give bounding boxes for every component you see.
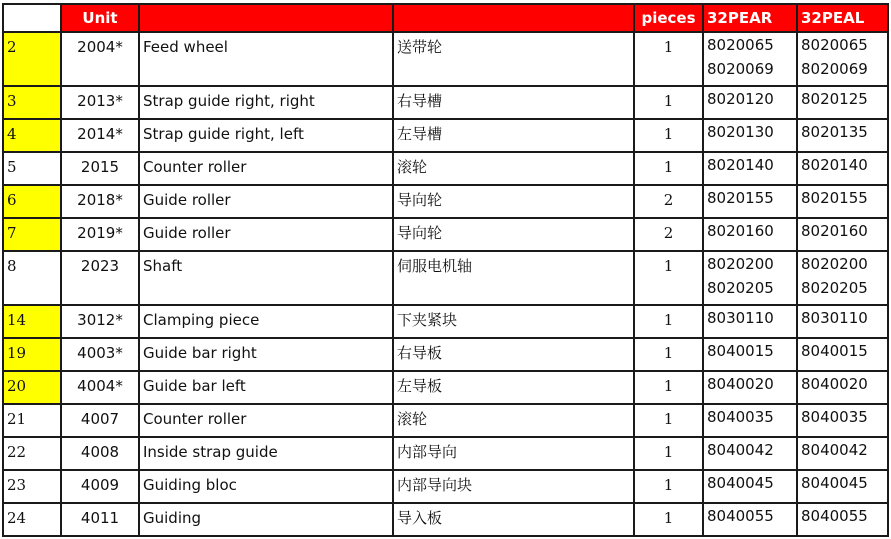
unit-code: 4011 — [61, 503, 139, 536]
pieces-count: 1 — [634, 338, 703, 371]
description: Shaft — [139, 251, 393, 305]
chinese-name: 导向轮 — [393, 218, 634, 251]
description: Guide bar left — [139, 371, 393, 404]
pieces-count: 1 — [634, 119, 703, 152]
part-32pear-value: 8020069 — [707, 60, 774, 78]
part-32pear-value: 8020160 — [707, 222, 774, 240]
part-32pear — [703, 371, 797, 404]
pieces-count: 2 — [634, 185, 703, 218]
table-row — [3, 152, 888, 185]
part-32pear — [703, 470, 797, 503]
description: Guiding bloc — [139, 470, 393, 503]
part-32peal — [797, 119, 888, 152]
item-number: 19 — [3, 338, 61, 371]
description: Counter roller — [139, 152, 393, 185]
header-description — [139, 4, 393, 32]
description: Inside strap guide — [139, 437, 393, 470]
part-32peal — [797, 437, 888, 470]
unit-code: 2004* — [61, 32, 139, 86]
chinese-name: 右导槽 — [393, 86, 634, 119]
description: Guide bar right — [139, 338, 393, 371]
item-number: 14 — [3, 305, 61, 338]
pieces-count: 1 — [634, 470, 703, 503]
pieces-count: 2 — [634, 218, 703, 251]
part-32pear-value: 8040042 — [707, 441, 774, 459]
part-32peal — [797, 338, 888, 371]
table-row — [3, 503, 888, 536]
item-number: 22 — [3, 437, 61, 470]
table-row — [3, 119, 888, 152]
part-32peal-value: 8040055 — [801, 507, 868, 525]
part-32peal-value: 8020155 — [801, 189, 868, 207]
part-32peal — [797, 371, 888, 404]
part-32peal — [797, 185, 888, 218]
chinese-name: 导向轮 — [393, 185, 634, 218]
table-row — [3, 437, 888, 470]
item-number: 4 — [3, 119, 61, 152]
chinese-name: 右导板 — [393, 338, 634, 371]
part-32pear — [703, 404, 797, 437]
part-32pear — [703, 218, 797, 251]
part-32peal-value: 8020160 — [801, 222, 868, 240]
part-32pear — [703, 251, 797, 305]
header-32pear: 32PEAR — [703, 4, 797, 32]
part-32peal-value: 8040045 — [801, 474, 868, 492]
part-32peal — [797, 503, 888, 536]
description: Guide roller — [139, 185, 393, 218]
part-32pear — [703, 338, 797, 371]
description: Strap guide right, left — [139, 119, 393, 152]
unit-code: 4004* — [61, 371, 139, 404]
table-row — [3, 86, 888, 119]
part-32pear — [703, 305, 797, 338]
description: Clamping piece — [139, 305, 393, 338]
description: Guiding — [139, 503, 393, 536]
table-row — [3, 404, 888, 437]
part-32peal — [797, 251, 888, 305]
part-32pear-value: 8020120 — [707, 90, 774, 108]
header-32peal: 32PEAL — [797, 4, 888, 32]
part-32pear-value: 8020140 — [707, 156, 774, 174]
header-chinese — [393, 4, 634, 32]
item-number: 21 — [3, 404, 61, 437]
table-row — [3, 338, 888, 371]
item-number: 6 — [3, 185, 61, 218]
table-row — [3, 32, 888, 86]
item-number: 2 — [3, 32, 61, 86]
unit-code: 2014* — [61, 119, 139, 152]
pieces-count: 1 — [634, 437, 703, 470]
pieces-count: 1 — [634, 251, 703, 305]
part-32peal — [797, 152, 888, 185]
table-row — [3, 371, 888, 404]
table-body — [3, 32, 888, 536]
part-32pear — [703, 152, 797, 185]
part-32peal — [797, 470, 888, 503]
item-number: 5 — [3, 152, 61, 185]
table-row — [3, 185, 888, 218]
part-32peal-value: 8040020 — [801, 375, 868, 393]
part-32pear-value: 8040045 — [707, 474, 774, 492]
item-number: 20 — [3, 371, 61, 404]
chinese-name: 送带轮 — [393, 32, 634, 86]
part-32peal-value: 8020065 — [801, 36, 868, 54]
pieces-count: 1 — [634, 32, 703, 86]
item-number: 7 — [3, 218, 61, 251]
part-32pear-value: 8020065 — [707, 36, 774, 54]
part-32pear-value: 8040055 — [707, 507, 774, 525]
part-32peal-value: 8040015 — [801, 342, 868, 360]
part-32peal-value: 8040035 — [801, 408, 868, 426]
item-number: 23 — [3, 470, 61, 503]
chinese-name: 左导槽 — [393, 119, 634, 152]
part-32peal — [797, 86, 888, 119]
pieces-count: 1 — [634, 152, 703, 185]
part-32peal-value: 8020125 — [801, 90, 868, 108]
chinese-name: 左导板 — [393, 371, 634, 404]
part-32pear-value: 8020205 — [707, 279, 774, 297]
part-32pear — [703, 437, 797, 470]
part-32pear — [703, 503, 797, 536]
description: Feed wheel — [139, 32, 393, 86]
chinese-name: 内部导向块 — [393, 470, 634, 503]
item-number: 3 — [3, 86, 61, 119]
part-32pear-value: 8040035 — [707, 408, 774, 426]
unit-code: 2013* — [61, 86, 139, 119]
part-32peal-value: 8030110 — [801, 309, 868, 327]
part-32peal-value: 8020205 — [801, 279, 868, 297]
unit-code: 2023 — [61, 251, 139, 305]
part-32peal-value: 8020140 — [801, 156, 868, 174]
table-row — [3, 218, 888, 251]
table-row — [3, 251, 888, 305]
unit-code: 4007 — [61, 404, 139, 437]
part-32pear — [703, 119, 797, 152]
part-32peal-value: 8020135 — [801, 123, 868, 141]
pieces-count: 1 — [634, 404, 703, 437]
pieces-count: 1 — [634, 86, 703, 119]
unit-code: 2019* — [61, 218, 139, 251]
description: Guide roller — [139, 218, 393, 251]
part-32peal — [797, 218, 888, 251]
part-32peal — [797, 305, 888, 338]
unit-code: 2015 — [61, 152, 139, 185]
header-unit: Unit — [61, 4, 139, 32]
unit-code: 3012* — [61, 305, 139, 338]
unit-code: 2018* — [61, 185, 139, 218]
description: Strap guide right, right — [139, 86, 393, 119]
pieces-count: 1 — [634, 305, 703, 338]
part-32pear — [703, 32, 797, 86]
header-row — [3, 4, 888, 32]
chinese-name: 滚轮 — [393, 152, 634, 185]
part-32peal-value: 8020069 — [801, 60, 868, 78]
chinese-name: 内部导向 — [393, 437, 634, 470]
part-32peal — [797, 32, 888, 86]
part-32pear — [703, 86, 797, 119]
part-32pear — [703, 185, 797, 218]
part-32pear-value: 8020200 — [707, 255, 774, 273]
part-32pear-value: 8020155 — [707, 189, 774, 207]
part-32peal — [797, 404, 888, 437]
item-number: 8 — [3, 251, 61, 305]
unit-code: 4003* — [61, 338, 139, 371]
item-number: 24 — [3, 503, 61, 536]
chinese-name: 导入板 — [393, 503, 634, 536]
part-32peal-value: 8020200 — [801, 255, 868, 273]
parts-table — [2, 3, 889, 537]
pieces-count: 1 — [634, 371, 703, 404]
part-32pear-value: 8030110 — [707, 309, 774, 327]
header-pieces: pieces — [634, 4, 703, 32]
pieces-count: 1 — [634, 503, 703, 536]
chinese-name: 伺服电机轴 — [393, 251, 634, 305]
chinese-name: 下夹紧块 — [393, 305, 634, 338]
description: Counter roller — [139, 404, 393, 437]
part-32pear-value: 8020130 — [707, 123, 774, 141]
table-row — [3, 305, 888, 338]
part-32pear-value: 8040015 — [707, 342, 774, 360]
part-32pear-value: 8040020 — [707, 375, 774, 393]
chinese-name: 滚轮 — [393, 404, 634, 437]
header-no — [3, 4, 61, 32]
unit-code: 4009 — [61, 470, 139, 503]
table-row — [3, 470, 888, 503]
part-32peal-value: 8040042 — [801, 441, 868, 459]
unit-code: 4008 — [61, 437, 139, 470]
